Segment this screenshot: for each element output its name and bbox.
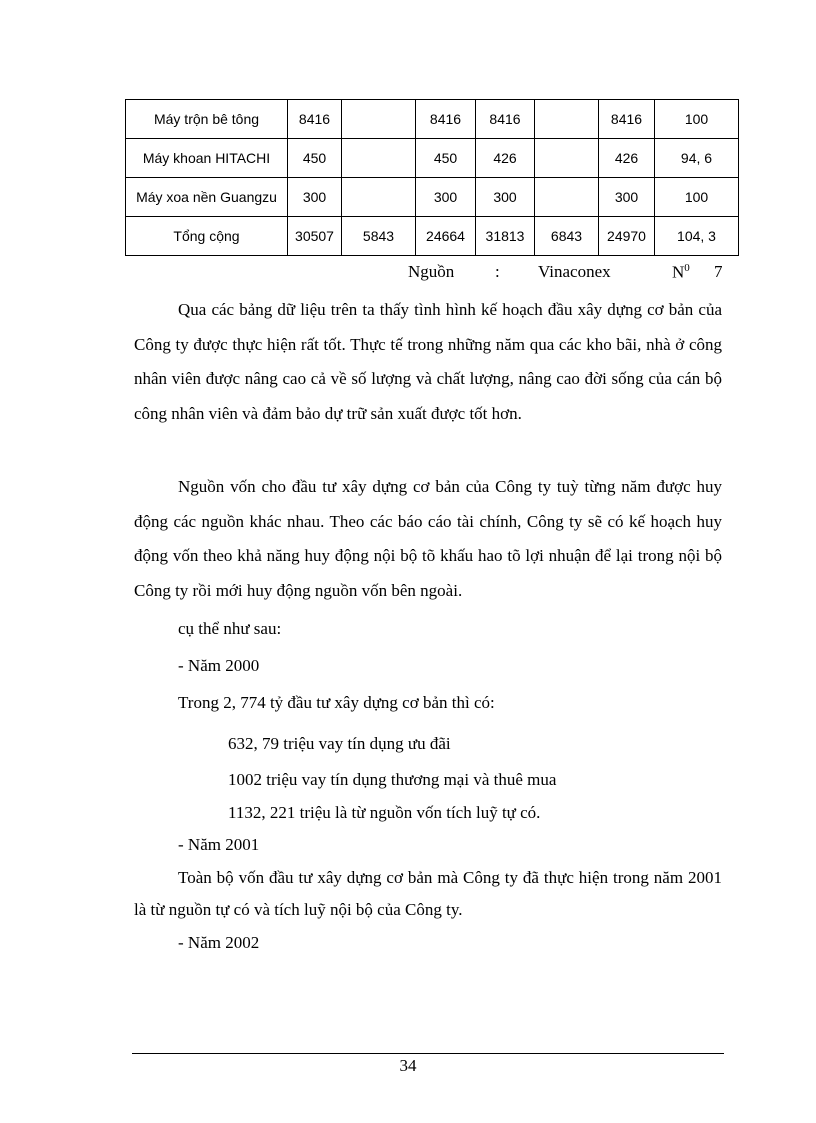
table-row xyxy=(126,100,739,139)
source-name: Vinaconex xyxy=(538,262,611,281)
paragraph: Nguồn vốn cho đầu tư xây dựng cơ bản của Công ty tuỳ từng năm được huy động các nguồn khác nhau. Theo các báo cáo tài chính, Công ty sẽ có kế hoạch huy động vốn theo khả năng huy động nội bộ tõ khấu hao tõ lợi nhuận để lại trong nội bộ Công ty rồi mới huy động nguồn vốn bên ngoài. xyxy=(134,477,722,600)
table-cell xyxy=(535,178,599,217)
paragraph: Toàn bộ vốn đầu tư xây dựng cơ bản mà Công ty đã thực hiện trong năm 2001 là từ nguồn tự có và tích luỹ nội bộ của Công ty. xyxy=(134,868,722,919)
page-number: 34 xyxy=(399,1056,417,1075)
table-cell: 30507 xyxy=(288,217,342,256)
table-cell: 100 xyxy=(655,100,739,139)
table-cell: 300 xyxy=(416,178,476,217)
table-cell: 104, 3 xyxy=(655,217,739,256)
table-cell: 426 xyxy=(476,139,535,178)
table-cell: 24664 xyxy=(416,217,476,256)
table-cell: 94, 6 xyxy=(655,139,739,178)
intro-line: cụ thể như sau: xyxy=(178,619,282,638)
table-cell: 8416 xyxy=(476,100,535,139)
text-line: Trong 2, 774 tỷ đầu tư xây dựng cơ bản thì có: xyxy=(178,693,495,712)
table-cell: 450 xyxy=(288,139,342,178)
table-cell xyxy=(342,100,416,139)
table-cell: 5843 xyxy=(342,217,416,256)
paragraph: Qua các bảng dữ liệu trên ta thấy tình hình kế hoạch đầu xây dựng cơ bản của Công ty được thực hiện rất tốt. Thực tế trong những năm qua các kho bãi, nhà ở công nhân viên được nâng cao cả về số lượng và chất lượng, nâng cao đời sống của cán bộ công nhân viên và đảm bảo dự trữ sản xuất được tốt hơn. xyxy=(134,300,722,423)
row-label: Máy khoan HITACHI xyxy=(126,139,288,178)
table-cell: 300 xyxy=(476,178,535,217)
table-cell: 31813 xyxy=(476,217,535,256)
table-cell: 300 xyxy=(599,178,655,217)
row-label: Máy trộn bê tông xyxy=(126,100,288,139)
source-number: 7 xyxy=(714,262,723,281)
source-citation xyxy=(408,262,723,284)
year-heading: - Năm 2002 xyxy=(178,933,260,952)
table-cell xyxy=(535,100,599,139)
year-heading: - Năm 2000 xyxy=(178,656,260,675)
table-cell: 24970 xyxy=(599,217,655,256)
table-row xyxy=(126,139,739,178)
table-cell xyxy=(342,178,416,217)
source-colon: : xyxy=(495,262,500,281)
table-cell xyxy=(535,139,599,178)
footer-divider xyxy=(132,1053,724,1054)
n-superscript: 0 xyxy=(684,262,690,274)
list-item: 1002 triệu vay tín dụng thương mại và thuê mua xyxy=(228,770,557,789)
year-heading: - Năm 2001 xyxy=(178,835,260,854)
table-row xyxy=(126,178,739,217)
row-label: Máy xoa nền Guangzu xyxy=(126,178,288,217)
table-cell: 450 xyxy=(416,139,476,178)
source-number-label xyxy=(672,262,690,283)
table-cell: 100 xyxy=(655,178,739,217)
table-cell xyxy=(342,139,416,178)
list-item: 632, 79 triệu vay tín dụng ưu đãi xyxy=(228,734,451,753)
list-item: 1132, 221 triệu là từ nguồn vốn tích luỹ tự có. xyxy=(228,803,541,822)
table-cell: 8416 xyxy=(288,100,342,139)
table-cell: 426 xyxy=(599,139,655,178)
table-cell: 8416 xyxy=(416,100,476,139)
table-cell: 6843 xyxy=(535,217,599,256)
table-row-total xyxy=(126,217,739,256)
table-cell: 300 xyxy=(288,178,342,217)
table-cell: 8416 xyxy=(599,100,655,139)
row-label: Tổng cộng xyxy=(126,217,288,256)
n-letter: N xyxy=(672,262,685,282)
equipment-investment-table xyxy=(125,99,739,256)
source-word: Nguồn xyxy=(408,262,455,281)
